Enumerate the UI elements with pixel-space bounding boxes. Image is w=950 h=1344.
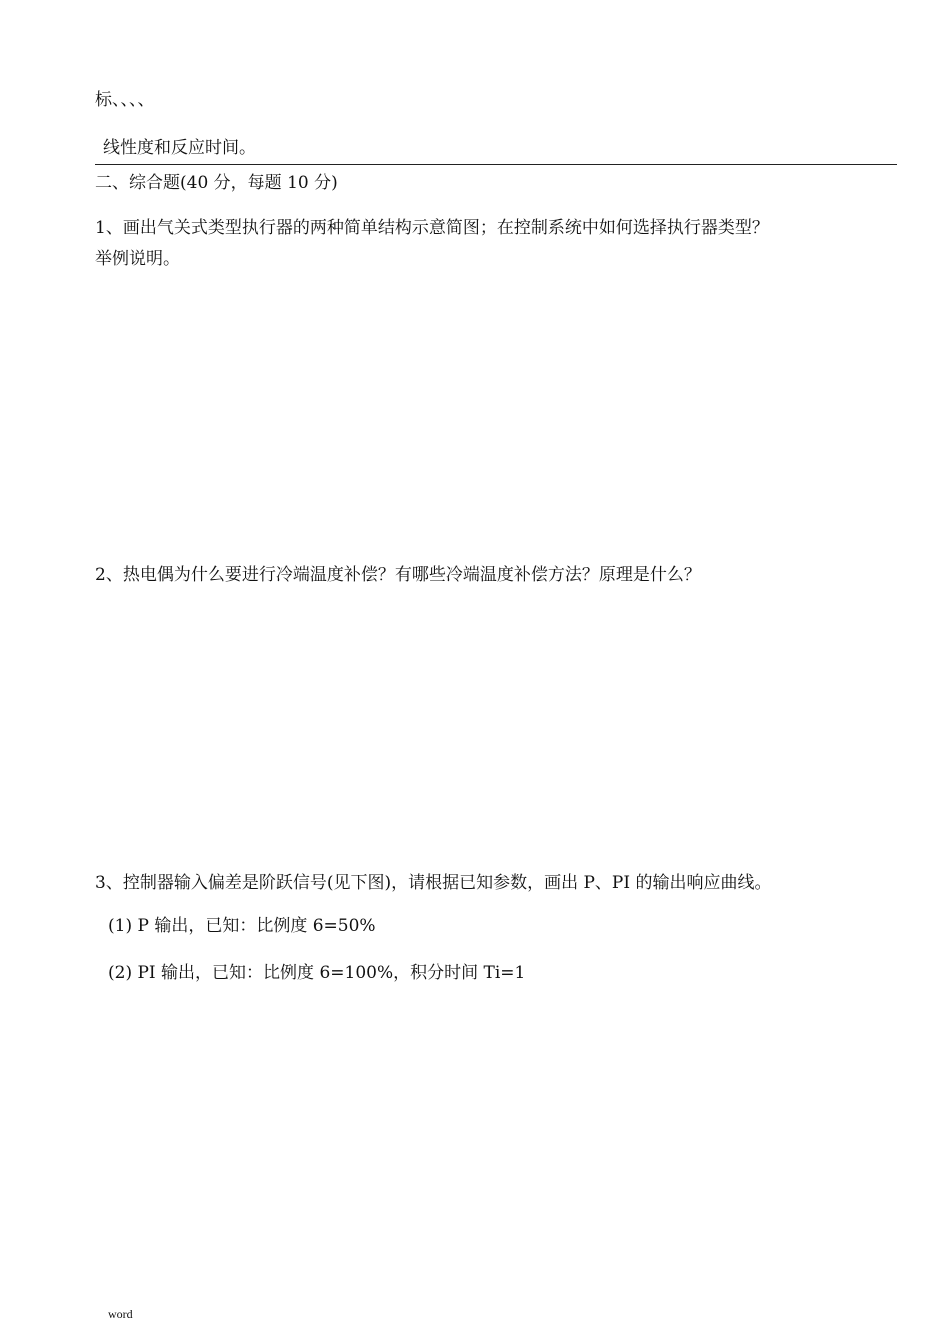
text-line-blanks: 标、、、、 — [95, 90, 155, 110]
question-1-line-1: 1、画出气关式类型执行器的两种简单结构示意简图；在控制系统中如何选择执行器类型？ — [95, 218, 769, 238]
text-line-linearity: 线性度和反应时间。 — [103, 138, 256, 158]
question-3-part-1: (1) P 输出，已知：比例度 6=50% — [108, 916, 376, 936]
section-heading: 二、综合题(40 分，每题 10 分) — [95, 173, 338, 193]
question-1-line-2: 举例说明。 — [95, 249, 180, 269]
question-2: 2、热电偶为什么要进行冷端温度补偿？有哪些冷端温度补偿方法？原理是什么？ — [95, 565, 701, 585]
horizontal-rule — [95, 164, 897, 165]
question-3-part-2: (2) PI 输出，已知：比例度 6=100%，积分时间 Ti=1 — [108, 963, 526, 983]
footer-label: word — [108, 1307, 133, 1321]
question-3: 3、控制器输入偏差是阶跃信号(见下图)，请根据已知参数，画出 P、PI 的输出响应曲线。 — [95, 873, 772, 893]
